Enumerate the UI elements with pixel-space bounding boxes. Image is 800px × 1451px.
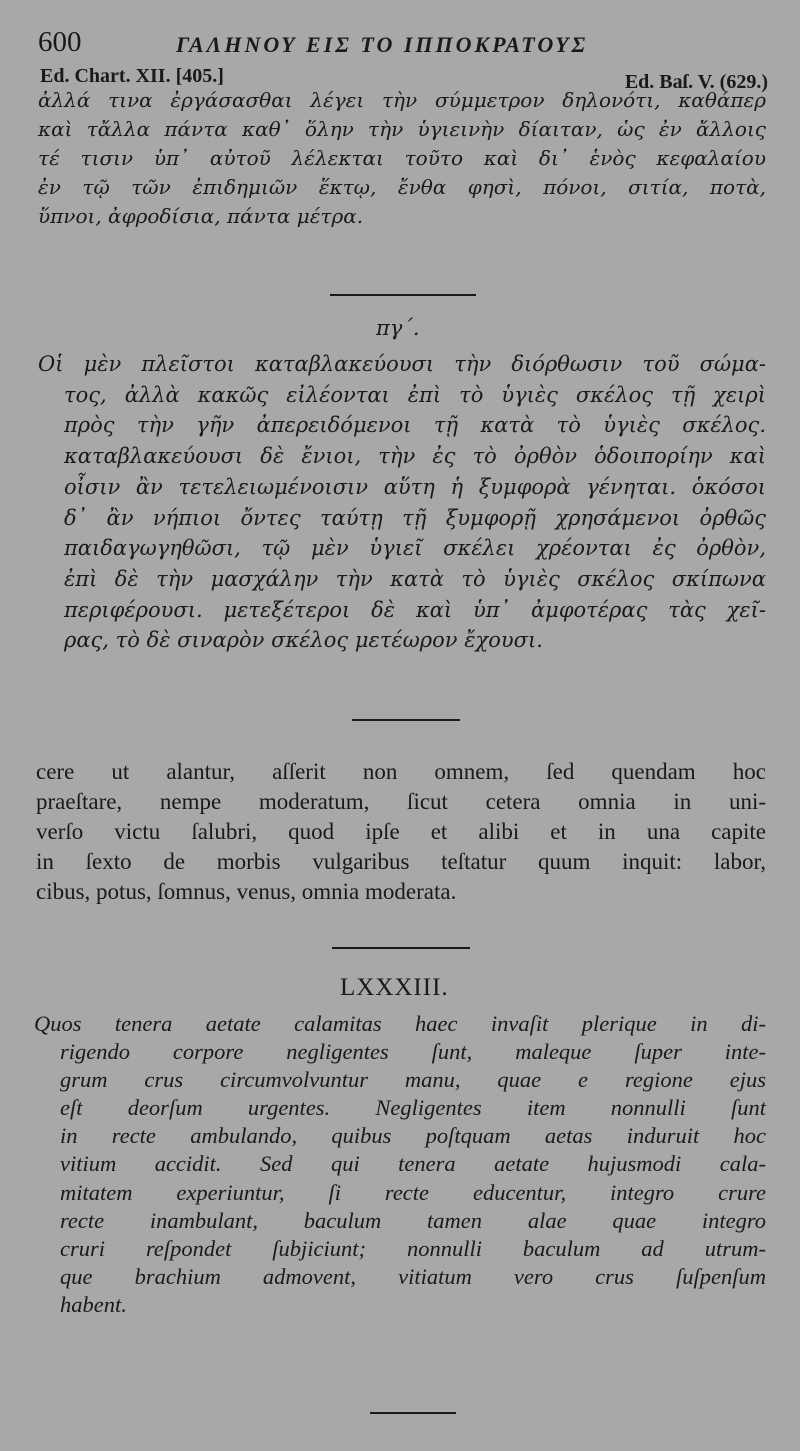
text-line: Οἱ μὲν πλεῖστοι καταβλακεύουσι τὴν διόρθωσιν τοῦ σώμα- [38,352,766,376]
text-line: παιδαγωγηθῶσι, τῷ μὲν ὑγιεῖ σκέλει χρέονται ἐς ὀρθὸν, [64,536,766,561]
text-line: recte inambulant, baculum tamen alae quae integro [60,1207,766,1233]
text-line: verſo victu ſalubri, quod ipſe et alibi et in una capite [36,819,766,844]
running-title: ΓΑΛΗΝΟΥ ΕΙΣ ΤΟ ΙΠΠΟΚΡΑΤΟΥΣ [176,32,589,57]
edition-basel-reference: Ed. Baſ. V. (629.) [624,71,768,93]
greek-section-number: πγ΄. [376,316,420,340]
text-line: in recte ambulando, quibus poſtquam aetas induruit hoc [60,1123,766,1149]
text-line: οἶσιν ἂν τετελειωμένοισιν αὕτη ἡ ξυμφορὰ γένηται. ὁκόσοι [64,474,766,499]
section-divider [330,294,476,296]
text-line: περιφέρουσι. μετεξέτεροι δὲ καὶ ὑπ᾽ ἀμφοτέρας τὰς χεῖ- [64,597,766,622]
latin-commentary-paragraph [36,757,766,907]
text-line: ἀλλά τινα ἐργάσασθαι λέγει τὴν σύμμετρον δηλονότι, καθάπερ [38,88,766,112]
section-divider [370,1412,456,1414]
text-line: eſt deorſum urgentes. Negligentes item nonnulli ſunt [60,1095,766,1121]
text-line: praeſtare, nempe moderatum, ſicut cetera omnia in uni- [36,789,766,814]
page-number: 600 [38,26,82,58]
text-line: cibus, potus, ſomnus, venus, omnia moderata. [36,879,457,904]
text-line: δ᾽ ἂν νήπιοι ὄντες ταύτῃ τῇ ξυμφορῇ χρησάμενοι ὀρθῶς [64,505,766,530]
text-line: καταβλακεύουσι δὲ ἔνιοι, τὴν ἐς τὸ ὀρθὸν ὁδοιπορίην καὶ [64,444,766,469]
section-divider [332,947,470,949]
edition-chart-reference: Ed. Chart. XII. [405.] [40,65,224,87]
text-line: τέ τισιν ὑπ᾽ αὐτοῦ λέλεκται τοῦτο καὶ δι᾽ ἑνὸς κεφαλαίου [38,146,766,170]
greek-commentary-paragraph [38,86,766,231]
greek-aphorism-paragraph [38,349,766,656]
text-line: mitatem experiuntur, ſi recte educentur, integro crure [60,1179,766,1205]
text-line: ρας, τὸ δὲ σιναρὸν σκέλος μετέωρον ἔχουσι. [64,628,543,653]
text-line: cruri reſpondet ſubjiciunt; nonnulli baculum ad utrum- [60,1235,766,1261]
text-line: ὕπνοι, ἀφροδίσια, πάντα μέτρα. [38,204,364,228]
text-line: in ſexto de morbis vulgaribus teſtatur quum inquit: labor, [36,849,766,874]
text-line: grum crus circumvolvuntur manu, quae e regione ejus [60,1067,766,1093]
page-header [38,26,768,66]
text-line: vitium accidit. Sed qui tenera aetate hujusmodi cala- [60,1151,766,1177]
text-line: habent. [60,1291,127,1317]
text-line: τος, ἀλλὰ κακῶς εἰλέονται ἐπὶ τὸ ὑγιὲς σκέλος τῇ χειρὶ [64,382,766,407]
text-line: πρὸς τὴν γῆν ἀπερειδόμενοι τῇ κατὰ τὸ ὑγιὲς σκέλος. [64,413,766,438]
text-line: Quos tenera aetate calamitas haec invaſit plerique in di- [34,1011,766,1036]
latin-section-number: LXXXIII. [340,974,449,1001]
text-line: cere ut alantur, aſſerit non omnem, ſed quendam hoc [36,759,766,784]
text-line: ἐν τῷ τῶν ἐπιδημιῶν ἕκτῳ, ἔνθα φησὶ, πόνοι, σιτία, ποτὰ, [38,175,766,199]
text-line: ἐπὶ δὲ τὴν μασχάλην τὴν κατὰ τὸ ὑγιὲς σκέλος σκίπωνα [64,566,766,591]
text-line: rigendo corpore negligentes ſunt, maleque ſuper inte- [60,1039,766,1065]
text-line: que brachium admovent, vitiatum vero crus ſuſpenſum [60,1263,766,1289]
section-divider [352,719,460,721]
latin-aphorism-paragraph [34,1010,766,1319]
text-line: καὶ τἄλλα πάντα καθ᾽ ὅλην τὴν ὑγιεινὴν δίαιταν, ὡς ἐν ἄλλοις [38,117,766,141]
